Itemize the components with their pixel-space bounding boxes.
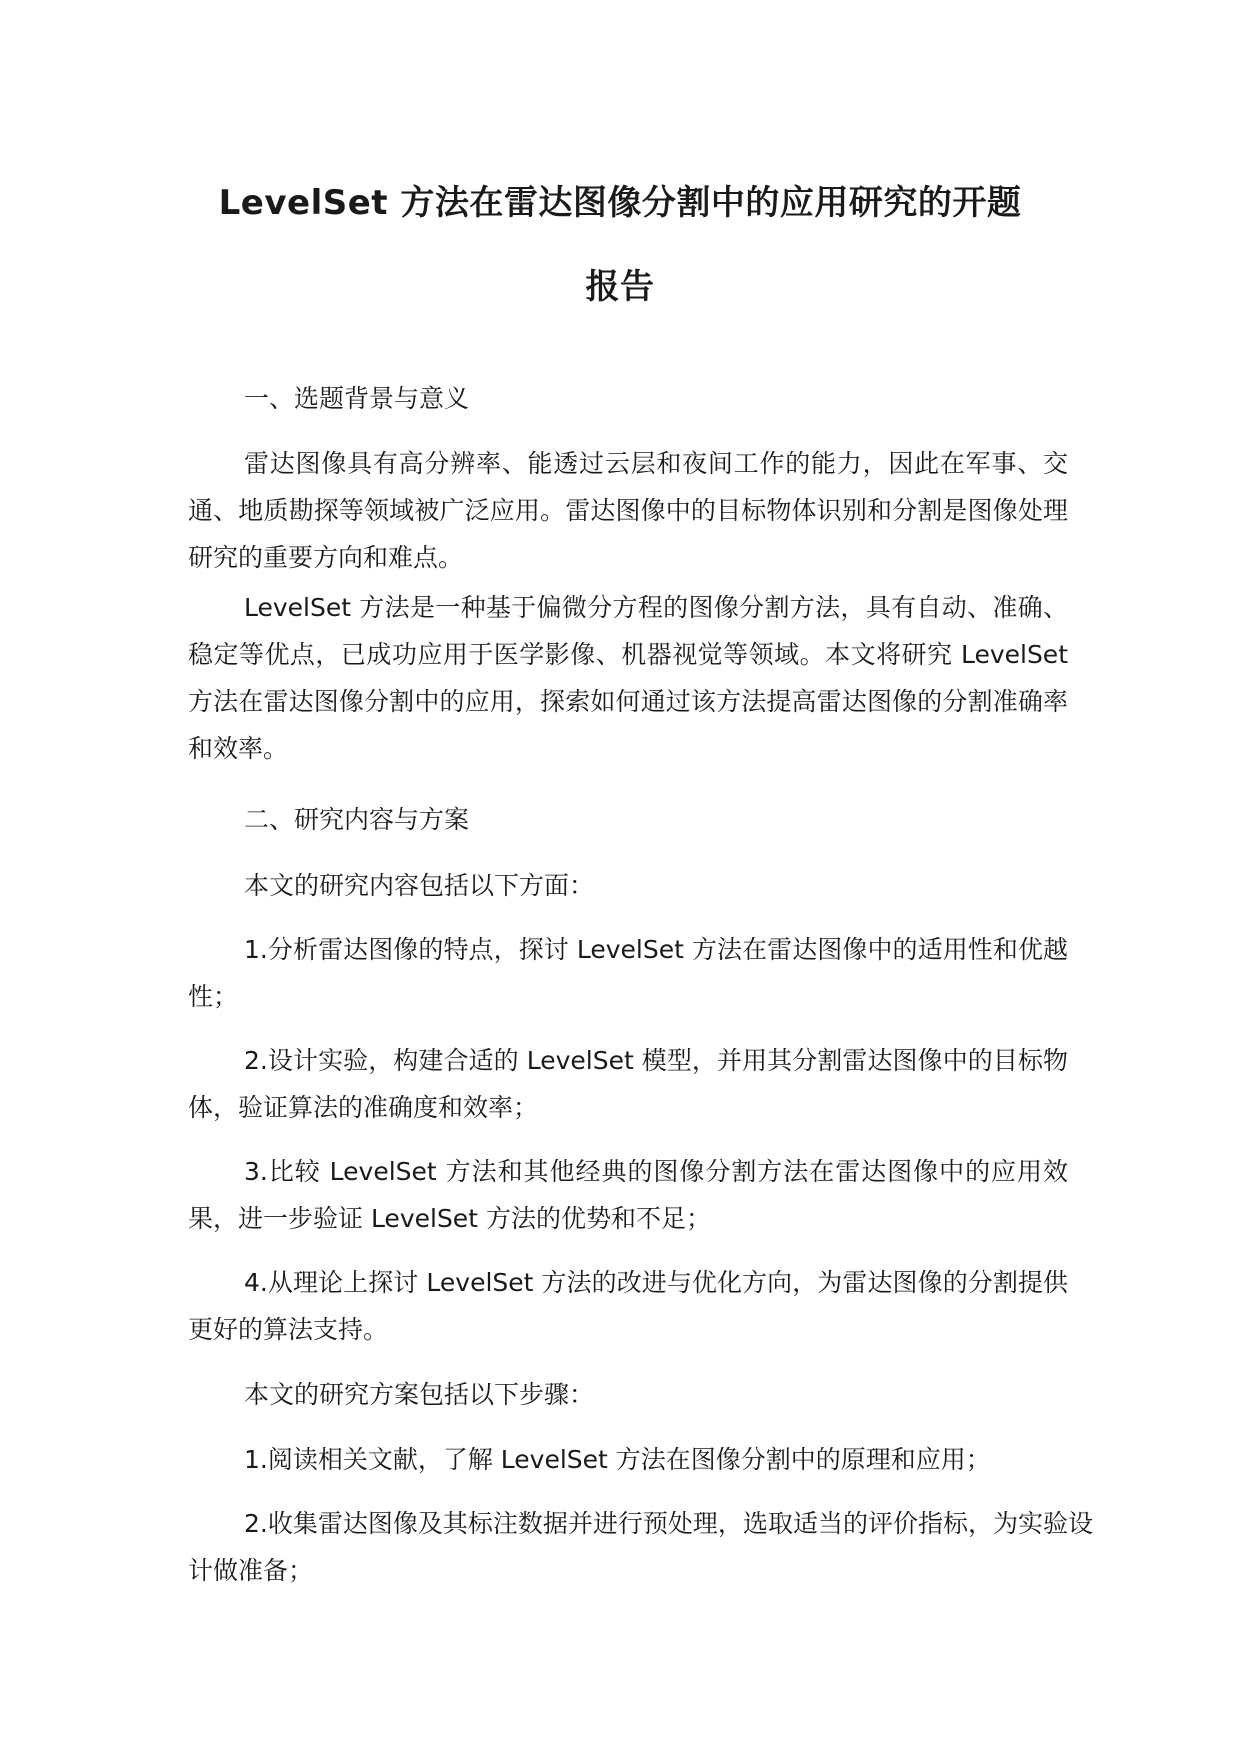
list-item-content-2: 2.设计实验，构建合适的 LevelSet 模型，并用其分割雷达图像中的目标物体，验证算法的准确度和效率； bbox=[188, 1046, 1068, 1122]
list-item-content-3: 3.比较 LevelSet 方法和其他经典的图像分割方法在雷达图像中的应用效果，进一步验证 LevelSet 方法的优势和不足； bbox=[188, 1157, 1068, 1233]
list-item-content-4: 4.从理论上探讨 LevelSet 方法的改进与优化方向，为雷达图像的分割提供更好的算法支持。 bbox=[188, 1268, 1068, 1344]
title-line-1: LevelSet 方法在雷达图像分割中的应用研究的开题 bbox=[218, 183, 1022, 223]
paragraph-background-1: 雷达图像具有高分辨率、能透过云层和夜间工作的能力，因此在军事、交通、地质勘探等领域被广泛应用。雷达图像中的目标物体识别和分割是图像处理研究的重要方向和难点。 bbox=[188, 449, 1068, 572]
list-item-plan-1: 1.阅读相关文献，了解 LevelSet 方法在图像分割中的原理和应用； bbox=[244, 1445, 991, 1474]
paragraph-plan-intro: 本文的研究方案包括以下步骤： bbox=[244, 1380, 595, 1409]
title-line-2: 报告 bbox=[585, 267, 655, 307]
paragraph-background-2: LevelSet 方法是一种基于偏微分方程的图像分割方法，具有自动、准确、稳定等优点，已成功应用于医学影像、机器视觉等领域。本文将研究 LevelSet 方法在雷达图像分割中的应用，探索如何通过该方法提高雷达图像的分割准确率和效率。 bbox=[188, 593, 1068, 763]
list-item-plan-2: 2.收集雷达图像及其标注数据并进行预处理，选取适当的评价指标，为实验设计做准备； bbox=[188, 1509, 1093, 1585]
list-item-content-1: 1.分析雷达图像的特点，探讨 LevelSet 方法在雷达图像中的适用性和优越性； bbox=[188, 935, 1068, 1011]
section-heading-content: 二、研究内容与方案 bbox=[244, 805, 470, 834]
section-heading-background: 一、选题背景与意义 bbox=[244, 384, 470, 413]
paragraph-content-intro: 本文的研究内容包括以下方面： bbox=[244, 871, 595, 900]
